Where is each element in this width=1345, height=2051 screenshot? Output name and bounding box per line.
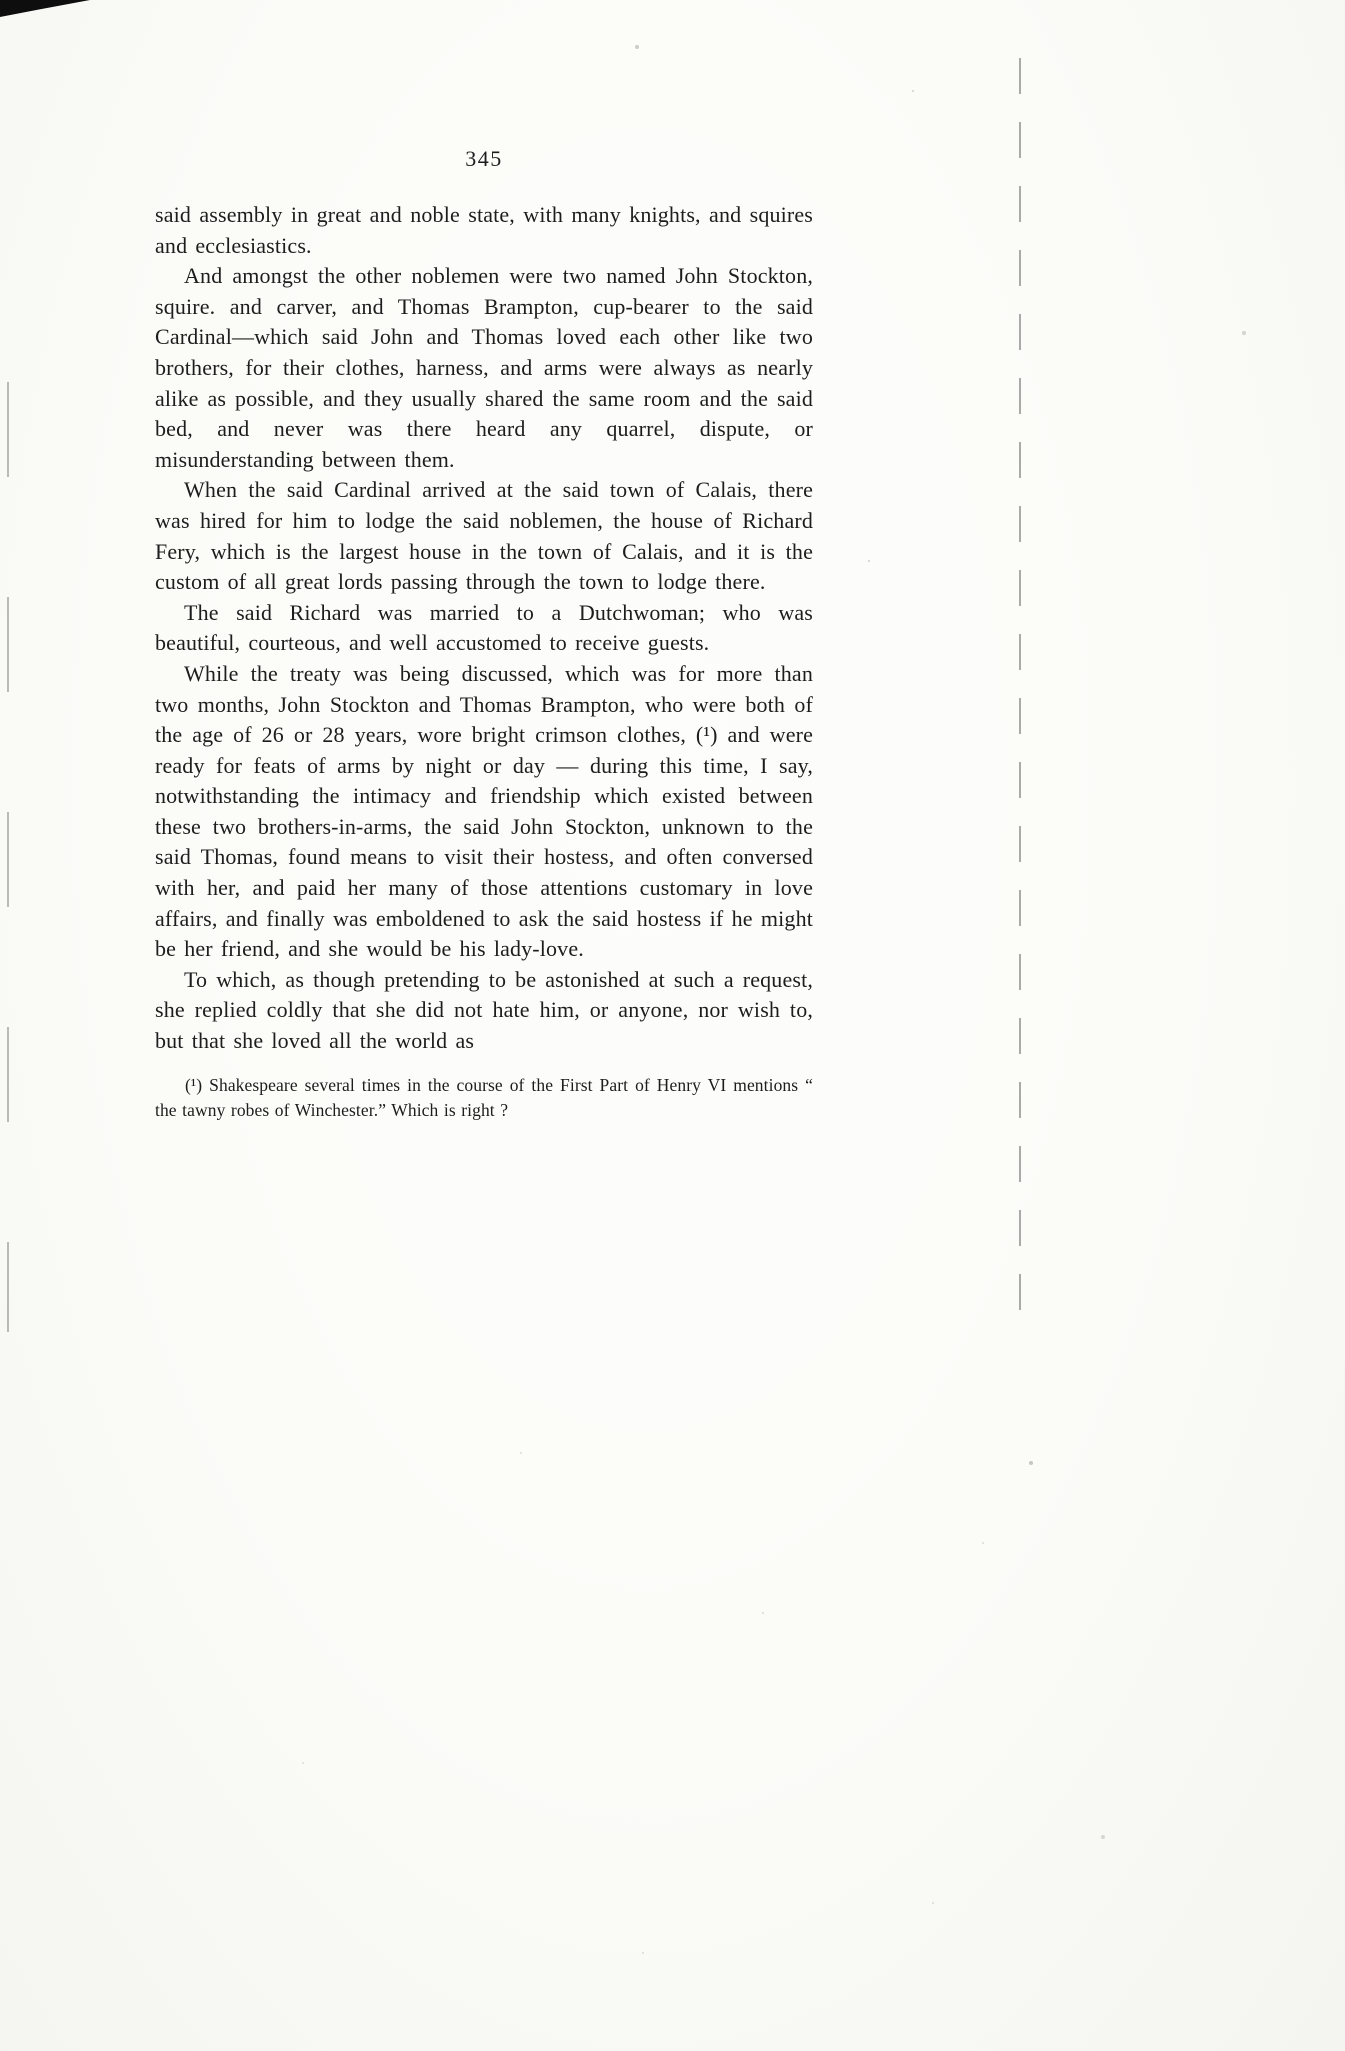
paragraph: The said Richard was married to a Dutchwoman; who was beautiful, courteous, and well accustomed to receive guests. [155,599,813,656]
scan-specks [0,0,2,2]
paragraph: said assembly in great and noble state, with many knights, and squires and ecclesiastics. [155,202,813,258]
scan-corner-artifact [0,0,90,17]
paragraph: And amongst the other noblemen were two named John Stockton, squire. and carver, and Thomas Brampton, cup-bearer to the said Cardinal—which said John and Thomas loved each other like two brothers, for their clothes, harness, and arms were always as nearly alike as possible, and they usually shared the same room and the said bed, and never was there heard any quarrel, dispute, or misunderstanding between them. [155,263,813,472]
paragraph: To which, as though pretending to be astonished at such a request, she replied coldly that she did not hate him, or anyone, nor wish to, but that she loved all the world as [155,966,813,1054]
right-edge-scan-marks [1019,58,1021,1320]
left-edge-scan-marks [7,382,9,1332]
page-number: 345 [465,146,503,171]
paragraph: While the treaty was being discussed, which was for more than two months, John Stockton and Thomas Brampton, who were both of the age of 26 or 28 years, wore bright crimson clothes, (¹) and were ready for feats of arms by night or day — during this time, I say, notwithstanding the intimacy and friendship which existed between these two brothers-in-arms, the said John Stockton, unknown to the said Thomas, found means to visit their hostess, and often conversed with her, and paid her many of those attentions customary in love affairs, and finally was emboldened to ask the said hostess if he might be her friend, and she would be his lady-love. [155,660,813,962]
footnote: (¹) Shakespeare several times in the course of the First Part of Henry VI mentions “ the tawny robes of Winchester.” Which is right ? [155,1074,813,1120]
paragraph: When the said Cardinal arrived at the said town of Calais, there was hired for him to lodge the said noblemen, the house of Richard Fery, which is the largest house in the town of Calais, and it is the custom of all great lords passing through the town to lodge there. [155,477,813,595]
page-text-block [155,146,813,1123]
